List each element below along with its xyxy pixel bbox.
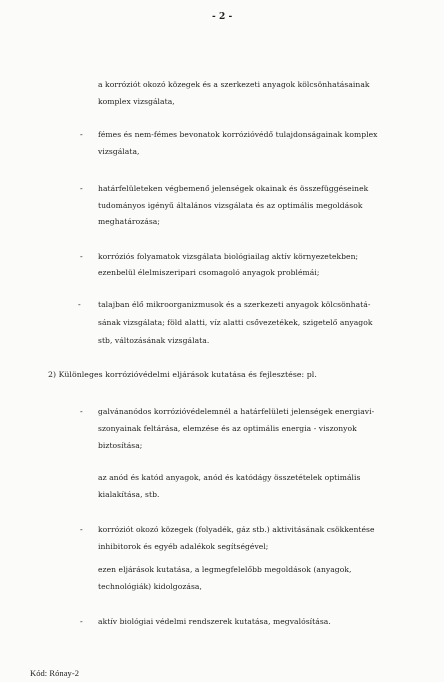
s2-item-1-dash: - xyxy=(80,407,83,416)
s2-item-3-dash: - xyxy=(80,525,83,534)
item-2-dash: - xyxy=(80,130,83,139)
item-4-line-1: korróziós folyamatok vizsgálata biológiailag aktív környezetekben; xyxy=(98,252,359,261)
s2-item-2-line-2: kialakítása, stb. xyxy=(98,490,160,499)
item-4-line-2: ezenbelül élelmiszeripari csomagoló anyagok problémái; xyxy=(98,268,320,277)
item-3-line-1: határfelületeken végbemenő jelenségek okainak és összefüggéseinek xyxy=(98,184,369,193)
s2-item-4-line-2: technológiák) kidolgozása, xyxy=(98,582,202,591)
footer-code: Kód: Rónay-2 xyxy=(30,668,79,678)
s2-item-3-line-1: korróziót okozó közegek (folyadék, gáz stb.) aktivitásának csökkentése xyxy=(98,525,375,534)
item-5-line-3: stb, változásának vizsgálata. xyxy=(98,336,210,345)
item-2-line-2: vizsgálata, xyxy=(98,147,140,156)
s2-item-5-dash: - xyxy=(80,617,83,626)
s2-item-2-line-1: az anód és katód anyagok, anód és katódágy összetételek optimális xyxy=(98,473,361,482)
page-number: - 2 - xyxy=(212,12,233,22)
item-3-line-3: meghatározása; xyxy=(98,217,160,226)
item-5-line-2: sának vizsgálata; föld alatti, víz alatti csővezetékek, szigetelő anyagok xyxy=(98,318,373,327)
s2-item-1-line-2: szonyainak feltárása, elemzése és az optimális energia - viszonyok xyxy=(98,424,357,433)
item-5-line-1: talajban élő mikroorganizmusok és a szerkezeti anyagok kölcsönhatá- xyxy=(98,300,371,309)
s2-item-3-line-2: inhibitorok és egyéb adalékok segítségével; xyxy=(98,542,269,551)
s2-item-4-line-1: ezen eljárások kutatása, a legmegfelelőbb megoldások (anyagok, xyxy=(98,565,352,574)
s2-item-1-line-3: biztosítása; xyxy=(98,441,143,450)
item-4-dash: - xyxy=(80,252,83,261)
s2-item-5-line-1: aktív biológiai védelmi rendszerek kutatása, megvalósítása. xyxy=(98,617,331,626)
item-1-line-2: komplex vizsgálata, xyxy=(98,97,175,106)
item-5-dash: - xyxy=(78,300,81,309)
item-3-dash: - xyxy=(80,184,83,193)
s2-item-1-line-1: galvánanódos korrózióvédelemnél a határfelületi jelenségek energiavi- xyxy=(98,407,375,416)
item-3-line-2: tudományos igényű általános vizsgálata és az optimális megoldások xyxy=(98,201,363,210)
item-2-line-1: fémes és nem-fémes bevonatok korrózióvédő tulajdonságainak komplex xyxy=(98,130,378,139)
item-1-line-1: a korróziót okozó közegek és a szerkezeti anyagok kölcsönhatásainak xyxy=(98,80,370,89)
section-2-heading: 2) Különleges korrózióvédelmi eljárások kutatása és fejlesztése: pl. xyxy=(48,370,317,379)
